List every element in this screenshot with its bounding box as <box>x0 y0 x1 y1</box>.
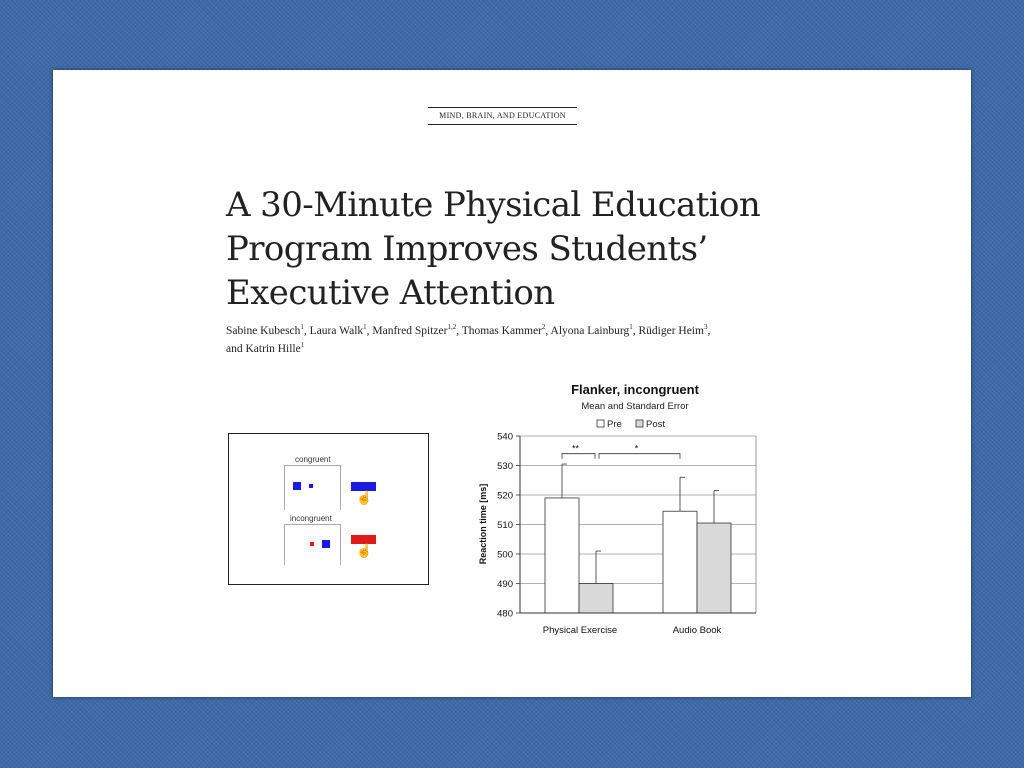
target-square <box>310 542 314 546</box>
author-name: Sabine Kubesch <box>226 324 301 337</box>
y-tick-label: 540 <box>497 431 513 443</box>
title-line: Program Improves Students’ <box>226 229 708 269</box>
flanker-square <box>322 540 330 548</box>
pointing-hand-icon: ☝ <box>356 490 373 505</box>
chart-title: Flanker, incongruent <box>571 382 699 397</box>
target-square <box>309 484 313 488</box>
author-name: Alyona Lainburg <box>550 324 630 337</box>
author-affiliation: 1 <box>300 323 304 331</box>
author-affiliation: 1,2 <box>447 323 457 331</box>
flanker-stimulus-figure <box>228 433 429 585</box>
paper-title <box>226 183 826 315</box>
significance-label: ** <box>571 443 580 454</box>
chart-legend <box>597 419 665 430</box>
congruent-panel <box>284 465 341 510</box>
bar-pre <box>663 511 697 613</box>
x-tick-label: Physical Exercise <box>542 625 618 636</box>
title-line: A 30-Minute Physical Education <box>226 185 761 225</box>
incongruent-panel <box>284 524 341 565</box>
y-tick-label: 500 <box>497 549 513 561</box>
author-list: Sabine Kubesch$^1$, Laura Walk$^1$, Manfred Spitzer$^{1,2}$, Thomas Kammer$^2$, Alyona Lainburg$^1$, Rüdiger Heim$^3$, and Katrin Hille$^1$ <box>226 323 711 355</box>
bar-pre <box>545 498 579 613</box>
legend-label-post: Post <box>646 419 666 430</box>
flanker-square <box>293 482 301 490</box>
bar-post <box>697 523 731 613</box>
bar-post <box>579 584 613 614</box>
author-name: Laura Walk <box>309 324 364 337</box>
y-tick-label: 530 <box>497 461 513 472</box>
y-tick-label: 520 <box>497 490 513 502</box>
significance-label: * <box>634 443 639 454</box>
author-name: and Katrin Hille <box>226 342 301 355</box>
significance-bracket <box>562 454 595 459</box>
author-name: Thomas Kammer <box>461 324 542 337</box>
legend-swatch-post <box>636 420 643 427</box>
author-affiliation: 1 <box>300 340 305 349</box>
y-tick-label: 490 <box>497 579 513 590</box>
significance-annotations <box>562 444 680 459</box>
legend-label-pre: Pre <box>607 419 622 430</box>
chart-bars <box>545 464 731 613</box>
author-name: Manfred Spitzer <box>372 324 448 337</box>
y-tick-label: 480 <box>497 608 513 620</box>
significance-bracket <box>599 454 680 459</box>
author-affiliation: 1 <box>629 323 633 331</box>
y-tick-label: 510 <box>497 520 513 531</box>
y-axis-ticks <box>497 432 520 620</box>
author-name: Rüdiger Heim <box>638 324 704 337</box>
chart-subtitle: Mean and Standard Error <box>581 401 689 412</box>
incongruent-label: incongruent <box>290 514 332 523</box>
pointing-hand-icon: ☝ <box>356 543 373 558</box>
title-line: Executive Attention <box>226 273 555 313</box>
y-axis-label: Reaction time [ms] <box>478 483 488 565</box>
congruent-label: congruent <box>295 455 331 464</box>
x-tick-label: Audio Book <box>672 625 722 636</box>
author-affiliation: 3 <box>703 323 708 331</box>
journal-header: MIND, BRAIN, AND EDUCATION <box>428 107 577 125</box>
author-affiliation: 2 <box>541 323 546 331</box>
legend-swatch-pre <box>597 420 604 427</box>
flanker-bar-chart <box>470 378 770 640</box>
author-affiliation: 1 <box>363 323 367 331</box>
